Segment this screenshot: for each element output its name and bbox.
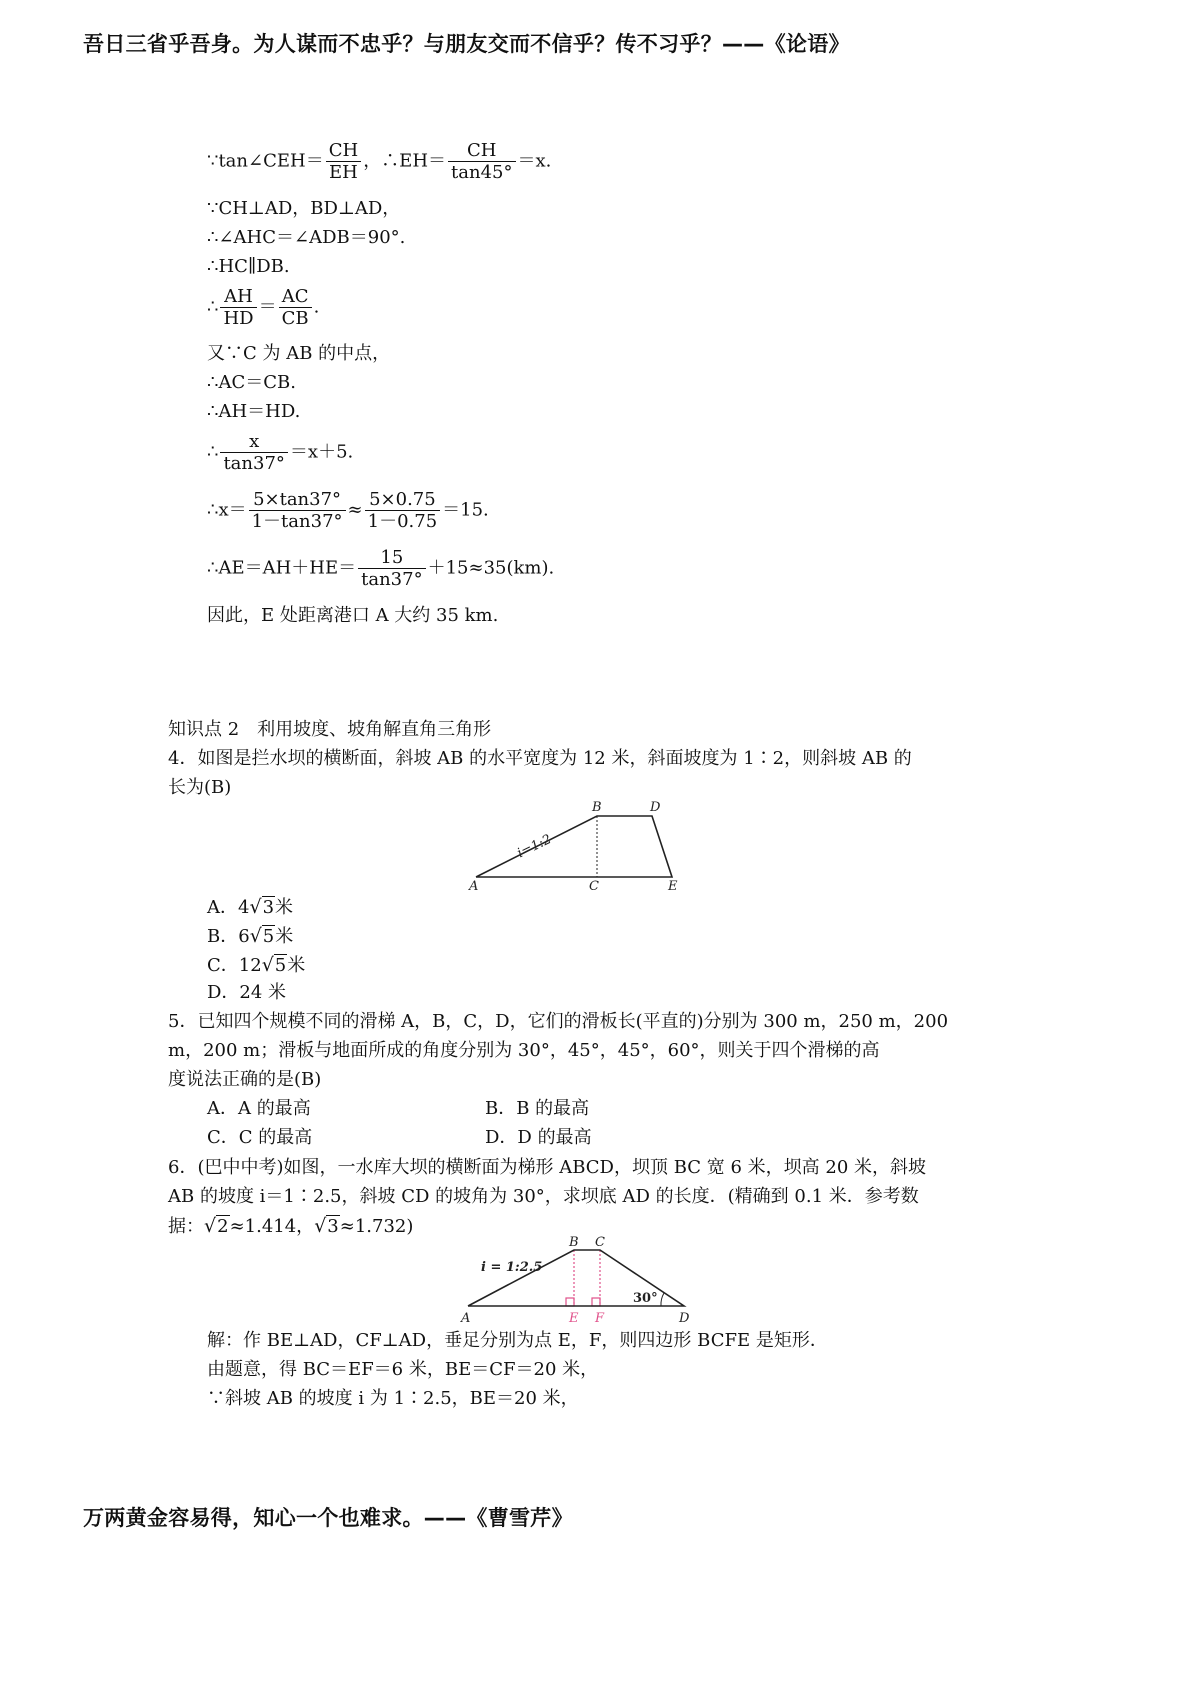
header-quote: 吾日三省乎吾身。为人谋而不忠乎？与朋友交而不信乎？传不习乎？——《论语》 (83, 32, 850, 56)
fraction: $\frac{5\times 0.75}{1-0.75}$ (365, 489, 441, 532)
point-c-label: C (595, 1235, 605, 1250)
proof-line-10: ∴x＝ $\frac{5\times\tan 37^\circ}{1-\tan 37^\circ}$ ≈ $\frac{5\times 0.75}{1-0.75}$ ＝15. (207, 489, 489, 532)
q4-stem-line-1: 4．如图是拦水坝的横断面，斜坡 AB 的水平宽度为 12 米，斜面坡度为 1∶2，则斜坡 AB 的 (168, 748, 912, 769)
radical: √5 (249, 925, 275, 947)
q4-option-d: D．24 米 (207, 982, 287, 1003)
proof-line-11: ∴AE＝AH＋HE＝ $\frac{15}{\tan 37^\circ}$ ＋15≈35(km). (207, 547, 555, 590)
point-a-label: A (461, 1311, 471, 1326)
footer-quote: 万两黄金容易得，知心一个也难求。——《曹雪芹》 (83, 1506, 573, 1530)
q6-solution-line-1: 解：作 BE⊥AD，CF⊥AD，垂足分别为点 E，F，则四边形 BCFE 是矩形． (207, 1330, 828, 1351)
proof-line-9: ∴ $\frac{x}{\tan 37^\circ}$ ＝x＋5. (207, 431, 354, 474)
proof-line-7: ∴AC＝CB. (207, 372, 296, 393)
q6-stem-line-3: 据：√2≈1.414，√3≈1.732) (168, 1215, 414, 1237)
q6-stem-line-1: 6．(巴中中考)如图，一水库大坝的横断面为梯形 ABCD，坝顶 BC 宽 6 米，坝高 20 米，斜坡 (168, 1157, 927, 1178)
point-d-label: D (679, 1311, 690, 1326)
fraction: $\frac{x}{\tan 37^\circ}$ (220, 431, 287, 474)
angle-label: 30° (633, 1291, 658, 1306)
radical: √3 (249, 896, 275, 918)
fraction: $\frac{CH}{\tan 45^\circ}$ (448, 140, 515, 183)
q4-option-b: B．6√5米 (207, 925, 294, 947)
q5-stem-line-3: 度说法正确的是(B) (168, 1069, 322, 1090)
q6-solution-line-2: 由题意，得 BC＝EF＝6 米，BE＝CF＝20 米， (207, 1359, 599, 1380)
point-d-label: D (650, 800, 661, 815)
radical: √3 (314, 1215, 339, 1237)
q5-option-b: B．B 的最高 (485, 1098, 590, 1119)
proof-line-8: ∴AH＝HD. (207, 401, 301, 422)
q5-stem-line-1: 5．已知四个规模不同的滑梯 A，B，C，D，它们的滑板长(平直的)分别为 300 m，250 m，200 (168, 1011, 949, 1032)
q4-stem-line-2: 长为(B) (168, 777, 232, 798)
q5-option-d: D．D 的最高 (485, 1127, 592, 1148)
fraction: $\frac{15}{\tan 37^\circ}$ (358, 547, 425, 590)
fraction: $\frac{CH}{EH}$ (326, 140, 361, 183)
q6-stem-line-2: AB 的坡度 i＝1∶2.5，斜坡 CD 的坡角为 30°，求坝底 AD 的长度．(精确到 0.1 米．参考数 (168, 1186, 919, 1207)
point-e-label: E (569, 1311, 579, 1326)
point-f-label: F (595, 1311, 605, 1326)
proof-line-1: ∵tan∠CEH＝ $\frac{CH}{EH}$ ，∴EH＝ $\frac{CH}{\tan 45^\circ}$ ＝x. (207, 140, 552, 183)
proof-conclusion: 因此，E 处距离港口 A 大约 35 km. (207, 605, 499, 626)
slope-label: i=1:2 (515, 831, 554, 862)
proof-line-4: ∴HC∥DB. (207, 256, 290, 277)
q5-option-c: C．C 的最高 (207, 1127, 313, 1148)
proof-line-3: ∴∠AHC＝∠ADB＝90°. (207, 227, 406, 248)
q5-stem-line-2: m，200 m；滑板与地面所成的角度分别为 30°，45°，45°，60°，则关于四个滑梯的高 (168, 1040, 880, 1061)
q4-option-a: A．4√3米 (207, 896, 294, 918)
slope-label: i = 1:2.5 (481, 1260, 543, 1275)
radical: √5 (261, 954, 287, 976)
fraction: $\frac{5\times\tan 37^\circ}{1-\tan 37^\circ}$ (249, 489, 346, 532)
point-c-label: C (589, 879, 599, 893)
q5-option-a: A．A 的最高 (207, 1098, 311, 1119)
point-a-label: A (469, 879, 479, 893)
fraction: $\frac{AH}{HD}$ (220, 286, 256, 329)
fraction: $\frac{AC}{CB}$ (279, 286, 312, 329)
section-title: 知识点 2 利用坡度、坡角解直角三角形 (168, 719, 492, 740)
q6-solution-line-3: ∵斜坡 AB 的坡度 i 为 1∶2.5，BE＝20 米， (207, 1388, 579, 1409)
radical: √2 (204, 1215, 229, 1237)
proof-line-6: 又∵C 为 AB 的中点， (207, 343, 391, 364)
point-e-label: E (668, 879, 678, 893)
proof-line-2: ∵CH⊥AD，BD⊥AD， (207, 198, 401, 219)
point-b-label: B (592, 800, 602, 815)
point-b-label: B (569, 1235, 579, 1250)
dam-figure-q4 (466, 797, 696, 893)
proof-line-5: ∴ $\frac{AH}{HD}$ ＝ $\frac{AC}{CB}$ . (207, 286, 320, 329)
dam-figure-q6 (455, 1234, 705, 1326)
q4-option-c: C．12√5米 (207, 954, 306, 976)
